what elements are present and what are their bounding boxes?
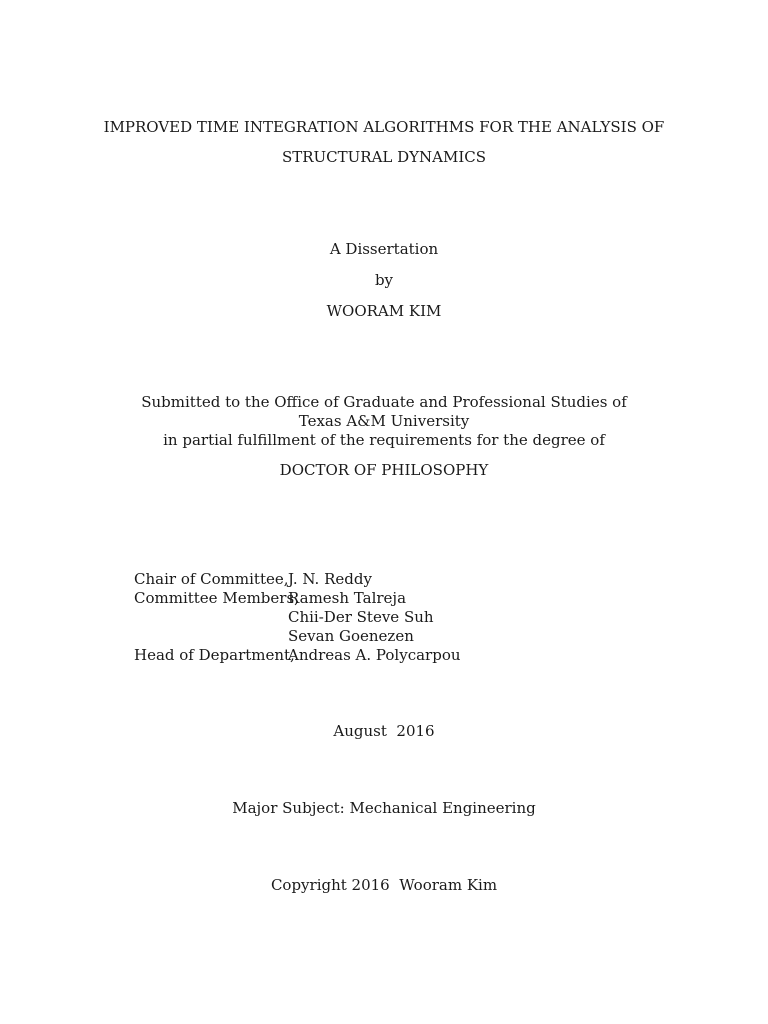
committee-list	[134, 570, 461, 665]
document-type: A Dissertation	[329, 240, 439, 258]
submission-line-3: in partial fulfillment of the requirements for the degree of	[163, 431, 605, 449]
by-label: by	[374, 271, 394, 289]
committee-member-name: Andreas A. Polycarpou	[288, 646, 461, 664]
committee-row	[134, 608, 461, 627]
committee-role: Committee Members,	[134, 589, 299, 607]
dissertation-title-line-2: STRUCTURAL DYNAMICS	[281, 148, 487, 166]
degree-name: DOCTOR OF PHILOSOPHY	[279, 461, 489, 479]
committee-role	[134, 627, 288, 646]
committee-member-name: Ramesh Talreja	[288, 589, 407, 607]
committee-row	[134, 589, 461, 608]
committee-role: Head of Department,	[134, 646, 295, 664]
submission-line-2: Texas A&M University	[298, 412, 470, 430]
major-subject: Major Subject: Mechanical Engineering	[232, 799, 536, 817]
committee-row	[134, 627, 461, 646]
dissertation-title-line-1: IMPROVED TIME INTEGRATION ALGORITHMS FOR THE ANALYSIS OF	[103, 118, 665, 136]
committee-row	[134, 646, 461, 665]
committee-member-name: Sevan Goenezen	[288, 627, 414, 645]
author-name: WOORAM KIM	[326, 302, 442, 320]
committee-row	[134, 570, 461, 589]
submission-line-1: Submitted to the Office of Graduate and Professional Studies of	[141, 393, 627, 411]
committee-role	[134, 608, 288, 627]
committee-member-name: J. N. Reddy	[288, 570, 372, 588]
committee-member-name: Chii-Der Steve Suh	[288, 608, 434, 626]
committee-role: Chair of Committee,	[134, 570, 289, 588]
copyright-notice: Copyright 2016 Wooram Kim	[270, 876, 498, 894]
submission-date: August 2016	[333, 722, 435, 740]
